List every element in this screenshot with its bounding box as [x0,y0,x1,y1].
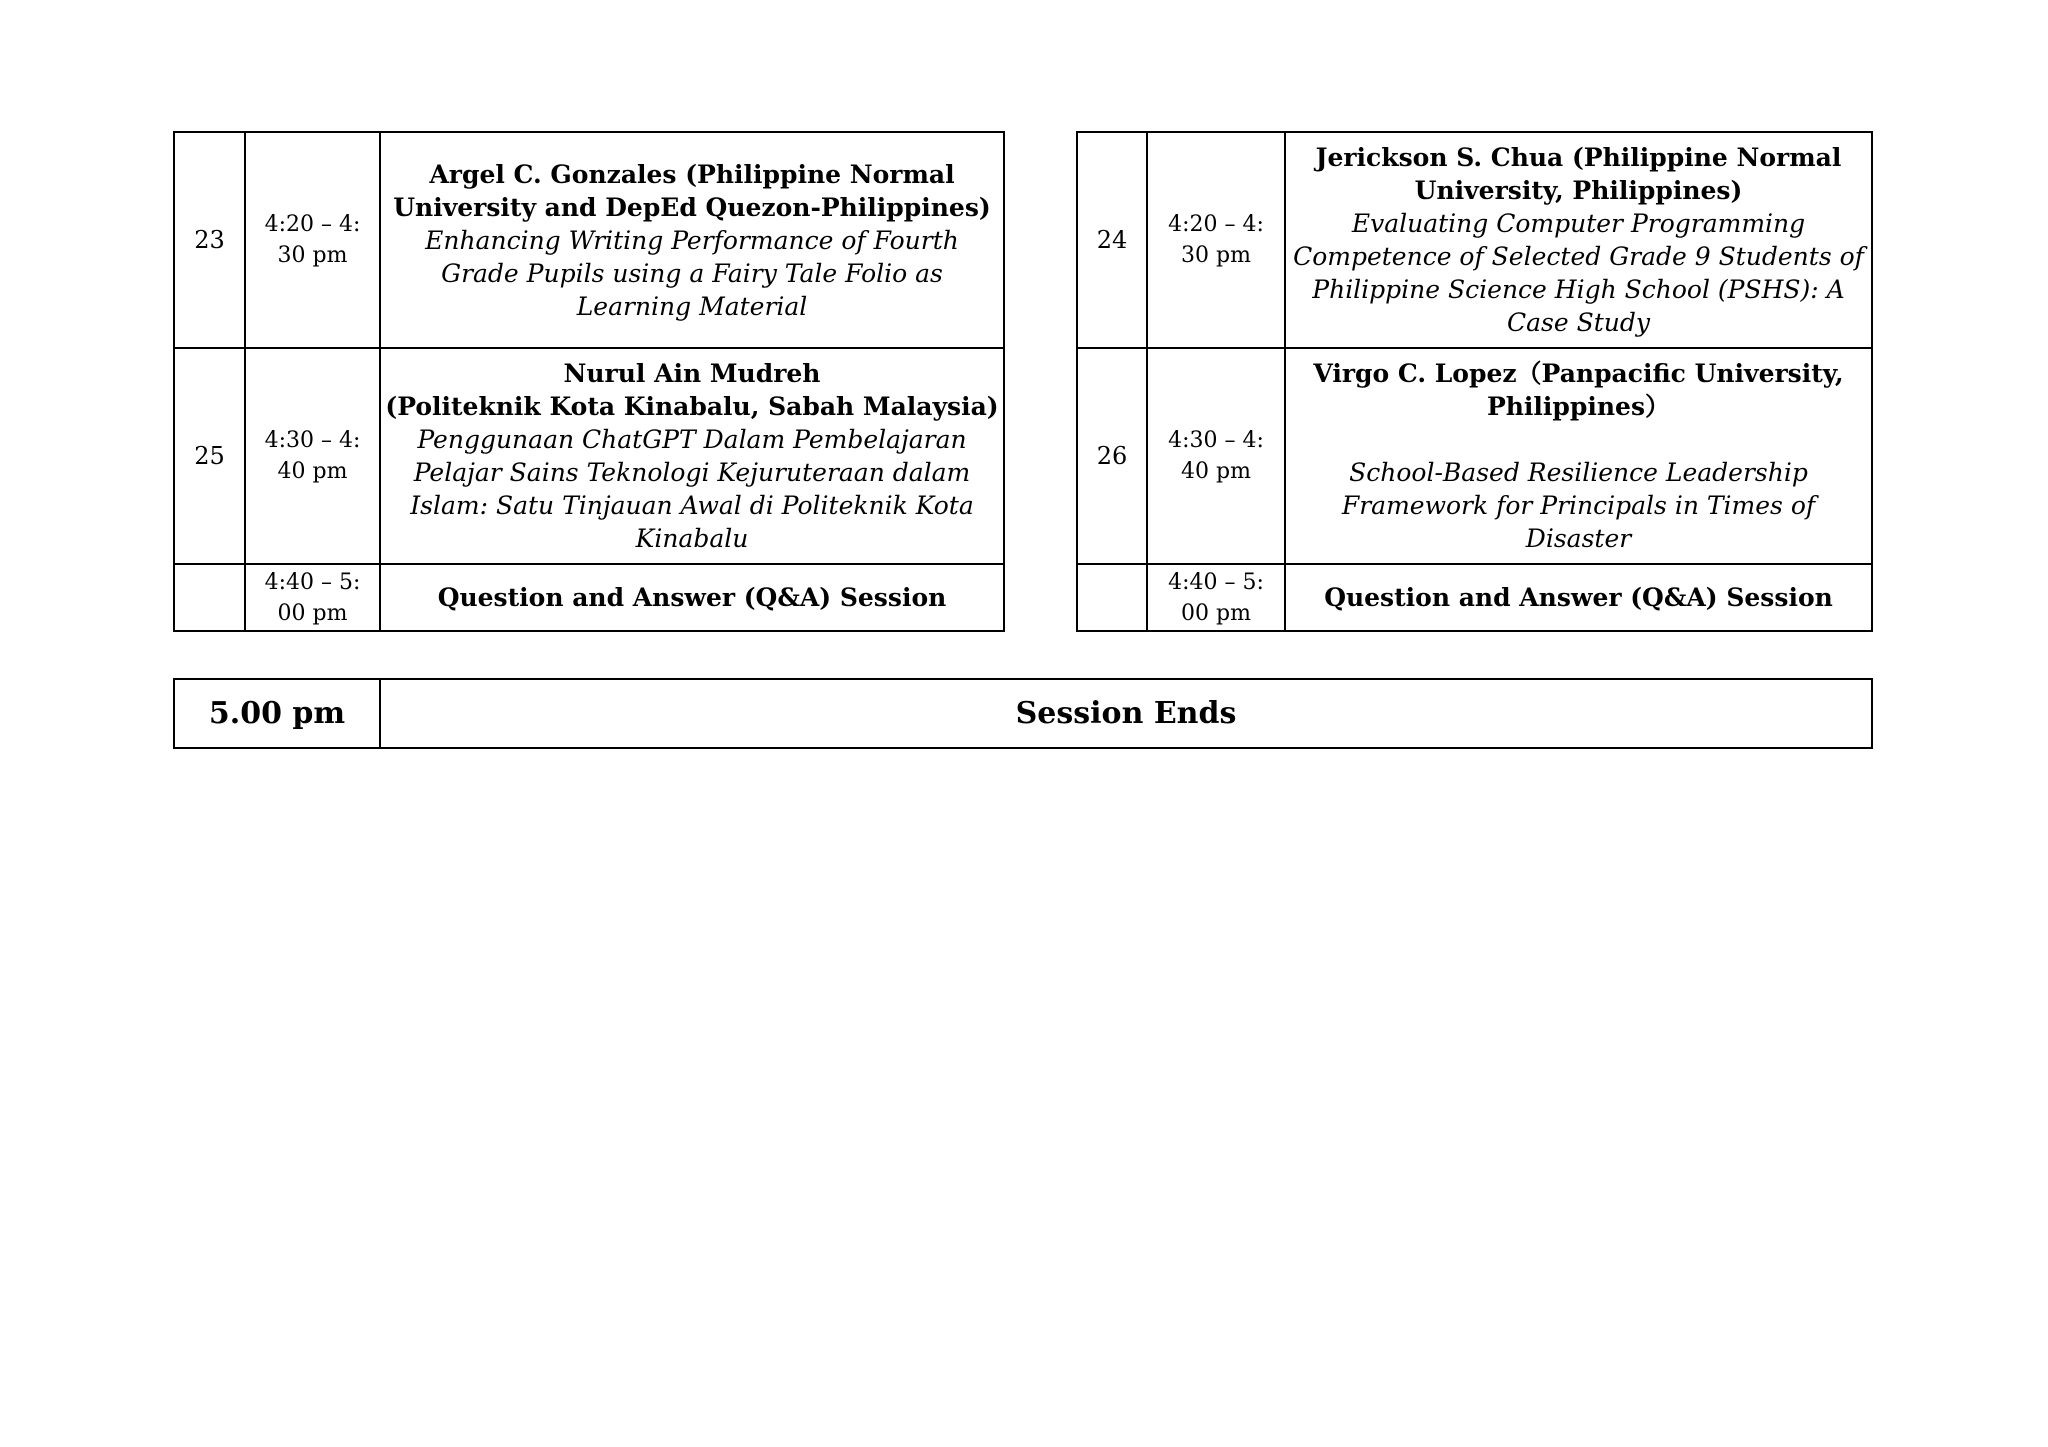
session-time: 4:40 – 5: 00 pm [245,564,380,631]
qa-session-label: Question and Answer (Q&A) Session [1285,564,1872,631]
session-time: 4:30 – 4: 40 pm [1147,348,1285,564]
qa-row [174,564,1004,631]
talk-cell [380,348,1004,564]
session-number: 25 [174,348,245,564]
session-end-table [173,678,1873,749]
qa-session-label: Question and Answer (Q&A) Session [380,564,1004,631]
qa-row [1077,564,1872,631]
session-time: 4:40 – 5: 00 pm [1147,564,1285,631]
session-time: 4:20 – 4: 30 pm [245,132,380,348]
session-number [1077,564,1147,631]
paper-title: Penggunaan ChatGPT Dalam Pembelajaran Pelajar Sains Teknologi Kejuruteraan dalam Islam: Satu Tinjauan Awal di Politeknik Kota Kinabalu [410,425,974,553]
presenter-name: Jerickson S. Chua (Philippine Normal University, Philippines) [1315,143,1842,205]
session-number: 26 [1077,348,1147,564]
session-row [1077,348,1872,564]
session-end-row [174,679,1872,748]
session-time: 4:30 – 4: 40 pm [245,348,380,564]
presenter-name: Virgo C. Lopez（Panpacific University, Philippines） [1313,359,1844,421]
session-number: 23 [174,132,245,348]
session-end-time: 5.00 pm [174,679,380,748]
talk-cell [1285,132,1872,348]
session-end-label: Session Ends [380,679,1872,748]
presenter-name: Argel C. Gonzales (Philippine Normal University and DepEd Quezon-Philippines) [393,159,991,222]
session-number: 24 [1077,132,1147,348]
schedule-table-left [173,131,1005,632]
talk-cell [1285,348,1872,564]
session-time: 4:20 – 4: 30 pm [1147,132,1285,348]
presenter-name: Nurul Ain Mudreh [563,359,821,388]
session-row [1077,132,1872,348]
session-row [174,132,1004,348]
presenter-affiliation: (Politeknik Kota Kinabalu, Sabah Malaysia) [385,392,999,421]
schedule-table-right [1076,131,1873,632]
paper-title: Evaluating Computer Programming Competence of Selected Grade 9 Students of Philippine Science High School (PSHS): A Case Study [1293,209,1864,337]
paper-title: Enhancing Writing Performance of Fourth Grade Pupils using a Fairy Tale Folio as Learning Material [425,225,959,321]
session-number [174,564,245,631]
paper-title: School-Based Resilience Leadership Framework for Principals in Times of Disaster [1341,458,1816,553]
talk-cell [380,132,1004,348]
session-row [174,348,1004,564]
